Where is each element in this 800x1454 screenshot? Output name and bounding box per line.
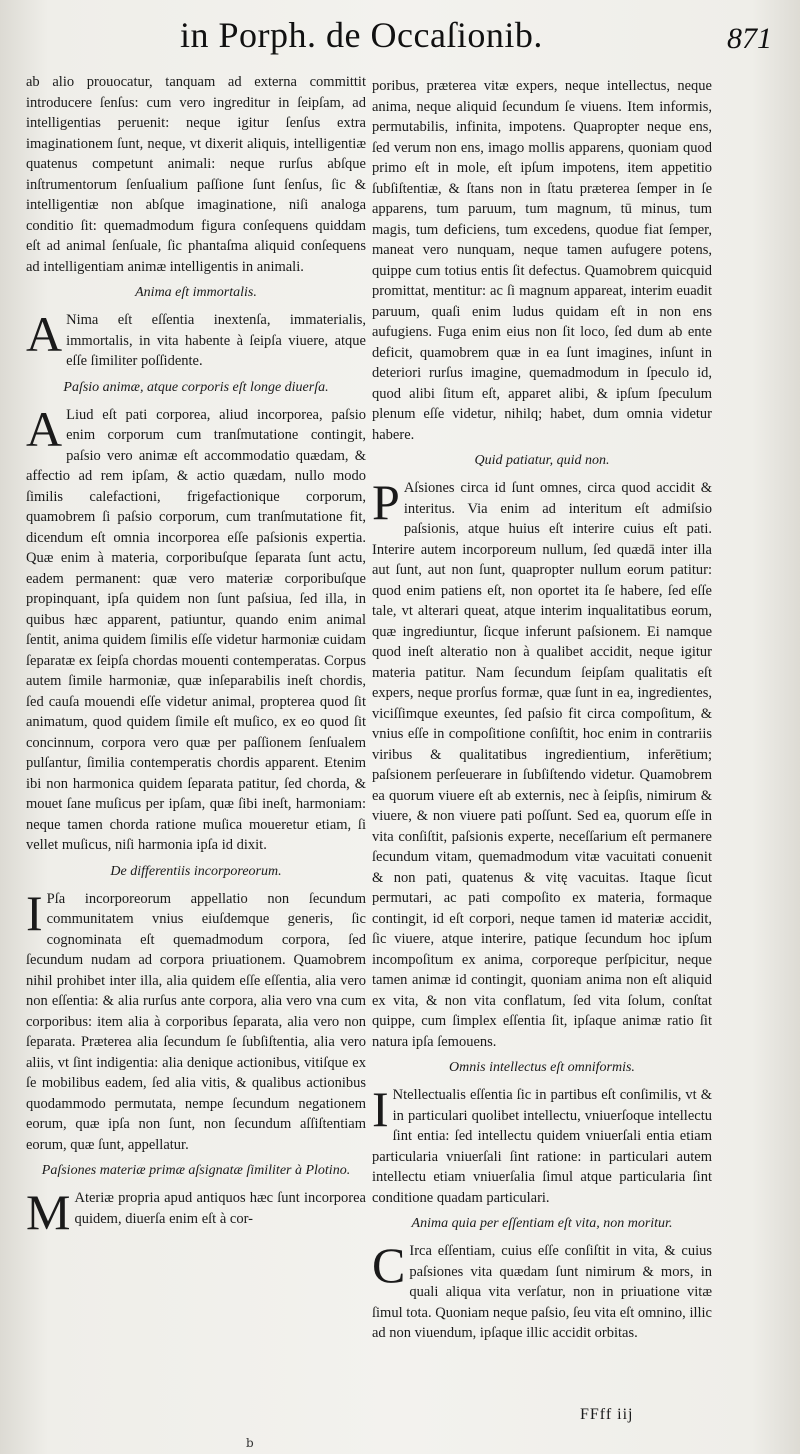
page-number: 871	[727, 22, 772, 55]
right-column	[372, 76, 712, 1344]
left-column	[26, 72, 366, 1240]
paragraph: ab alio prouocatur, tanquam ad externa committit introducere ſenſus: cum vero ingreditur in ſeipſam, ad intelligentias peruenit: neque igitur ſenſus extra imaginationem ſunt, neque, vt dixerit aliquis, intelligentiæ quatenus competunt animali: neque rurſus abſque inſtrumentorum ſenſualium paſſione ſunt ſenſus, ſic & intelligentiæ non abſque imaginatione, niſi analoga conditio ſit: quemadmodum figura conſequens quiddam eſt ad animal ſenſuale, ſic phantaſma aliquid conſequens ad intelligentiam animæ intelligentis in animali.	[26, 74, 366, 275]
section-heading: De differentiis incorporeorum.	[110, 863, 282, 879]
section-heading: Omnis intellectus eſt omniformis.	[449, 1060, 635, 1075]
bottom-mark: b	[246, 1436, 254, 1450]
paragraph	[26, 306, 366, 372]
drop-cap: I	[26, 884, 43, 941]
section-heading: Anima eſt immortalis.	[135, 285, 257, 300]
drop-cap: A	[26, 400, 63, 457]
paragraph-text: Aſsiones circa id ſunt omnes, circa quod accidit & interitus. Via enim ad interitum eſt admiſsio paſsionis, atque huius eſt interire cuius eſt pati. Interire autem incorporeum nullum, ſed quædā inter illa aut ſunt, aut non ſunt, quapropter nullum eorum patitur: quod enim patiens eſt, non oportet ita ſe habere, ſed eſſe tale, vt alterari queat, atque interim inqualitatibus eorum, quæ ingrediuntur, ſicque inferunt paſsionem. Ei namque quod ineſt alteratio non à qualibet accidit, neque igitur materia patitur. Nam ſecundum ſeipſam qualitatis eſt expers, neque prorſus formæ, quæ ſunt in ea, ingredientes, viciſſimque exeuntes, ſed paſsio fit circa compoſitum, & vnius eſſe in compoſitione conſiſtit, hoc enim in contrariis viribus & qualitatibus ingredientium, inferētium; paſsionem perſeuerare in ſubſiſtendo videtur. Quamobrem ea quorum viuere eſt ab externis, nec à ſeipſis, nimirum & viuere, & non viuere pati poſſunt. Sed ea, quorum eſſe in vita conſiſtit, paſsionis experte, neceſſarium eſt permanere ſecundum vitam, quemadmodum vitæ vacuitati conuenit & non pati, quatenus & vitę vacuitas. Itaque ſicut permutari, ac pati compoſito ex materia, formaque contingit, id eſt corpori, neque tamen id materiæ accidit, ſic viuere, atque interire, patique ſecundum hoc ipſum incompoſitum ex anima, corporeque perſpicitur, neque tamen animæ id contingit, quoniam anima non eſt aliquid ex vita, & non vita conflatum, ſed vita ſolum, conſtat quippe, cum ſimplex eſſentia ſit, ipſaque animæ ratio ſit natura ipſa ſemouens.	[372, 480, 712, 1050]
paragraph-text: Irca eſſentiam, cuius eſſe conſiſtit in vita, & cuius paſsiones vita quædam ſunt nimirum & mors, in quali aliqua vita verſatur, non in priuatione vitæ ſimul tota. Quoniam neque paſsio, ſeu vita eſt omnino, illic ad non viuendum, ipſaque illic accidit orbitas.	[372, 1243, 712, 1341]
drop-cap: P	[372, 474, 400, 530]
drop-cap: I	[372, 1081, 389, 1137]
paragraph-text: Pſa incorporeorum appellatio non ſecundum communitatem vnius eiuſdemque generis, ſic cognominata eſt quemadmodum corpora, ſed ſecundum nudam ad corpora priuationem. Quamobrem nihil prohibet inter illa, alia quidem eſſe eſſentia, alia vero non eſſentia: & alia rurſus ante corpora, alia vero vna cum corporibus: item alia à corporibus ſeparata, alia vero non ſeparata. Præterea alia ſecundum ſe ſubſiſtentia, alia vero aliis, vt ſint indigentia: alia denique actionibus, vitiſque ex ſe mobilibus eadem, ſed alia vitis, & qualibus actionibus quodammodo permutata, nempe ſecundum negationem eorum, quæ ipſa non ſunt, non ſecundum aſſiſtentiam eorum, quæ ſunt, appellatur.	[26, 890, 366, 1153]
section-heading: Anima quia per eſſentiam eſt vita, non moritur.	[411, 1216, 673, 1231]
paragraph	[26, 1184, 366, 1240]
paragraph	[372, 1237, 712, 1344]
section-heading: Paſsiones materiæ primæ aſsignatæ ſimiliter à Plotino.	[41, 1163, 351, 1178]
drop-cap: C	[372, 1237, 406, 1293]
paragraph-text: Ntellectualis eſſentia ſic in partibus eſt conſimilis, vt & in particulari quolibet intellectu, vniuerſoque intellectu ſint entia: ſed intellectu quidem vniuerſali entia etiam particularia vniuerſali ſint ratione: in particulari autem intellectu etiam vniuerſalia ſimul atque particularia ſint conditione quadam particulari.	[372, 1087, 712, 1206]
paragraph	[372, 1081, 712, 1208]
paragraph-text: Ateriæ propria apud antiquos hæc ſunt incorporea quidem, diuerſa enim eſt à cor-	[74, 1190, 366, 1227]
paragraph: poribus, præterea vitæ expers, neque intellectus, neque anima, neque aliquid ſecundum ſe viuens. Item informis, permutabilis, infinita, impotens. Quapropter neque ens, ſed verum non ens, imago mollis apparens, quoniam quod primo eſt in mole, eſt ipſum impotens, item appetitio ſubſiſtentiæ, & ſtans non in ſtatu præterea ſemper in ſe apparens, tum paruum, tum magnum, tū minus, tum magis, tum deficiens, tum excedens, quodue fiat ſemper, maneat vero nunquam, neque tamen aufugere potens, quippe cum totius entis ſit defectus. Quamobrem quicquid promittat, mentitur: ac ſi magnum appareat, interim euadit paruum, quaſi enim ludus quidam eſt in non ens aufugiens. Fuga enim eius non ſit loco, ſed dum ab ente deficit, quamobrem quæ in ea ſunt imagines, inſunt in deteriori rurſus imagine, quemadmodum in ſpeculo id, quod alibi ſitum eſt, apparet alibi, & ipſum ſpeculum plenum eſſe videtur, nihilq; habet, dum omnia videtur habere.	[372, 78, 712, 443]
paragraph-text: Liud eſt pati corporea, aliud incorporea, paſsio enim corporum cum tranſmutatione contingit, paſsio vero animæ eſt accommodatio quædam, & affectio ad rem ipſam, & actio quædam, nullo modo ſimilis calefactioni, frigefactionique corporum, quamobrem ſi paſsio corporum, cum tranſmutatione fit, dicendum eſt omnia incorporea eſſe paſsionis expertia. Quæ enim à materia, corporibuſque ſeparata ſunt actu, eadem permanent: quæ vero materiæ corporibuſque propinquant, ipſa quidem non ſunt paſsiua, ſed illa, in quibus hæc apparent, patiuntur, quando enim animal ſentit, anima quidem ſimilis eſſe videtur harmoniæ cuidam ſeparatæ ex ſeipſa chordas mouenti contemperatas. Corpus autem ſimile harmoniæ, quæ inſeparabilis ineſt chordis, ſed cauſa mouendi eſſe videtur animal, propterea quod ſit animatum, quod quidem ſimile eſt muſico, ex eo quod ſit concinnum, corpora vero quæ per paſſionem ſenſualem pulſantur, ſimilia contemperatis chordis apparent. Etenim ibi non harmonica quidem ſeparata patitur, ſed chorda, & mouet ſane muſicus per ipſam, quæ ſibi ineſt, harmoniam: neque tamen chorda ratione muſica moueretur etiam, ſi vellet muſicus, niſi harmonia ipſa id dixit.	[26, 406, 366, 853]
drop-cap: M	[26, 1184, 71, 1240]
signature-mark: FFff iij	[580, 1406, 634, 1423]
section-heading: Paſsio animæ, atque corporis eſt longe diuerſa.	[63, 379, 329, 395]
paragraph	[26, 884, 366, 1156]
drop-cap: A	[26, 306, 63, 362]
running-title: in Porph. de Occaſionib.	[180, 15, 543, 55]
paragraph-text: Nima eſt eſſentia inextenſa, immaterialis, immortalis, in vita habente à ſeipſa viuere, atque eſſe ſimiliter poſſidente.	[66, 312, 366, 369]
section-heading: Quid patiatur, quid non.	[474, 453, 610, 468]
paragraph	[26, 400, 366, 856]
paragraph	[372, 474, 712, 1052]
